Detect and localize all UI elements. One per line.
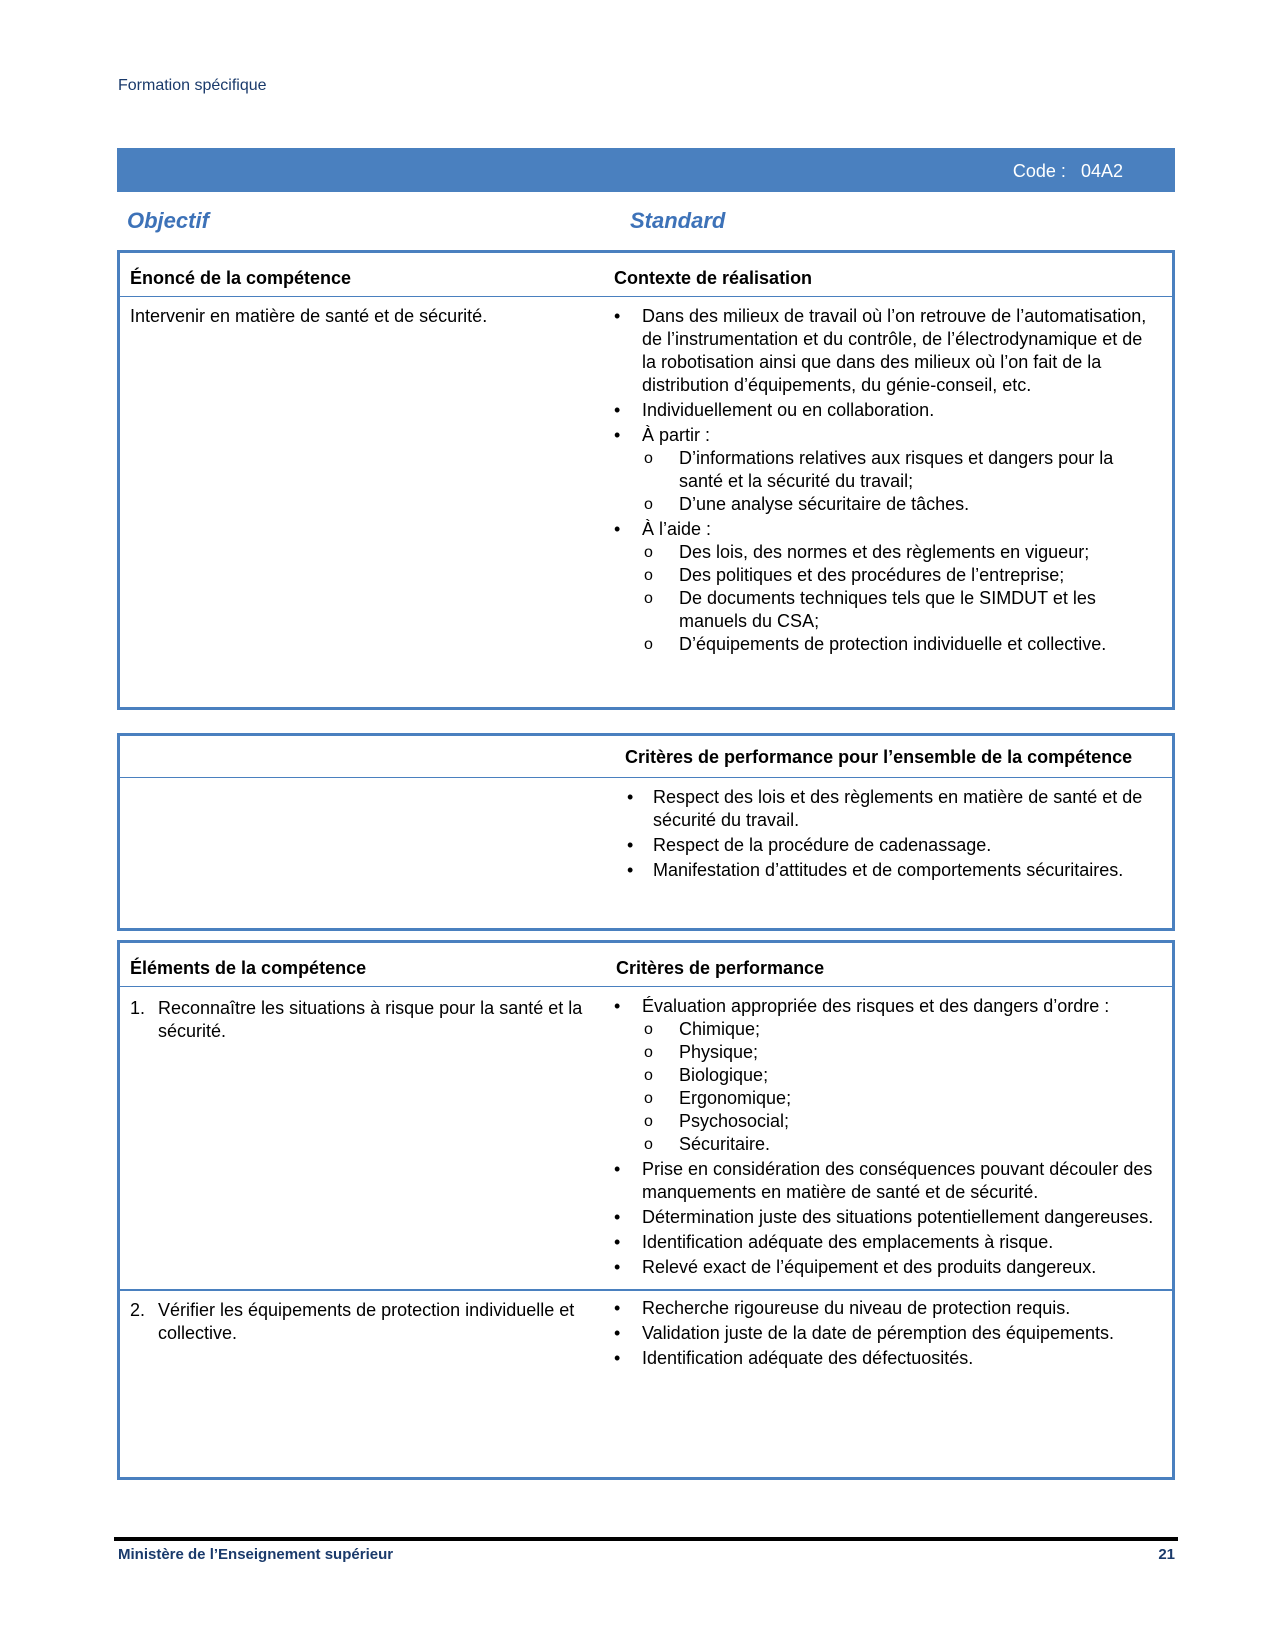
- sub-list-item: o Des lois, des normes et des règlements en vigueur;: [642, 541, 1160, 564]
- competence-statement: Intervenir en matière de santé et de sécurité.: [130, 306, 488, 326]
- list-item-label: Évaluation appropriée des risques et des dangers d’ordre :: [642, 996, 1110, 1016]
- table-header-row: [120, 736, 1172, 778]
- running-header: Formation spécifique: [118, 77, 267, 94]
- header-enonce: Énoncé de la compétence: [130, 268, 352, 288]
- element-list: [130, 1299, 604, 1345]
- header-criteria: Critères de performance: [616, 958, 825, 978]
- section-title-standard: Standard: [630, 208, 726, 233]
- header-elements: Éléments de la compétence: [130, 958, 367, 978]
- element-cell: [120, 1291, 612, 1380]
- sub-list-item: o D’une analyse sécuritaire de tâches.: [642, 493, 1160, 516]
- sub-list-item: o Physique;: [642, 1041, 1160, 1064]
- sub-list: [642, 447, 1160, 516]
- sub-list: [642, 541, 1160, 656]
- table-row: [120, 987, 1172, 1289]
- list-item: [612, 518, 1160, 656]
- table-header-row: [120, 253, 1172, 297]
- elements-table: [117, 940, 1175, 1480]
- competency-code: [1013, 160, 1123, 183]
- list-item: • Respect des lois et des règlements en matière de santé et de sécurité du travail.: [625, 786, 1160, 832]
- footer-ministry: Ministère de l’Enseignement supérieur: [118, 1546, 394, 1563]
- element-number: 2.: [130, 1300, 146, 1320]
- list-item: • Prise en considération des conséquences pouvant découler des manquements en matière de santé et de sécurité.: [612, 1158, 1160, 1204]
- table-header-row: [120, 943, 1172, 987]
- criteria-cell: [612, 987, 1172, 1289]
- context-list-cell: [612, 297, 1172, 666]
- code-label: Code :: [1012, 161, 1066, 181]
- sub-list-item: o Psychosocial;: [642, 1110, 1160, 1133]
- element-text: Reconnaître les situations à risque pour la santé et la sécurité.: [158, 998, 583, 1041]
- global-criteria-list: [625, 786, 1160, 882]
- list-item: • Recherche rigoureuse du niveau de protection requis.: [612, 1297, 1160, 1320]
- criteria-list: [612, 1297, 1160, 1370]
- sub-list: [642, 1018, 1160, 1156]
- list-item: • Respect de la procédure de cadenassage.: [625, 834, 1160, 857]
- sub-list-item: o Ergonomique;: [642, 1087, 1160, 1110]
- list-item: • Manifestation d’attitudes et de comportements sécuritaires.: [625, 859, 1160, 882]
- criteria-cell: [612, 1291, 1172, 1380]
- sub-list-item: o Des politiques et des procédures de l’entreprise;: [642, 564, 1160, 587]
- code-bar: [117, 148, 1175, 192]
- element-cell: [120, 987, 612, 1289]
- footer-divider: [114, 1537, 1178, 1541]
- table-row: [120, 778, 1172, 892]
- list-item: • Détermination juste des situations potentiellement dangereuses.: [612, 1206, 1160, 1229]
- page-number: 21: [1158, 1546, 1175, 1563]
- list-item: [612, 424, 1160, 516]
- element-number: 1.: [130, 998, 146, 1018]
- sub-list-item: o Biologique;: [642, 1064, 1160, 1087]
- code-value: 04A2: [1080, 161, 1123, 181]
- global-criteria-table: [117, 733, 1175, 931]
- table-row: [120, 1289, 1172, 1380]
- header-global-criteria: Critères de performance pour l’ensemble de la compétence: [625, 747, 1133, 767]
- competence-table: [117, 250, 1175, 710]
- element-text: Vérifier les équipements de protection individuelle et collective.: [158, 1300, 575, 1343]
- element-item: [130, 1299, 604, 1345]
- element-list: [130, 997, 604, 1043]
- sub-list-item: o D’équipements de protection individuelle et collective.: [642, 633, 1160, 656]
- empty-cell: [120, 778, 625, 892]
- list-item: • Identification adéquate des défectuosités.: [612, 1347, 1160, 1370]
- list-item-label: À l’aide :: [642, 519, 712, 539]
- context-list: [612, 305, 1160, 656]
- criteria-list: [612, 995, 1160, 1279]
- table-row: [120, 297, 1172, 666]
- element-item: [130, 997, 604, 1043]
- list-item: • Individuellement ou en collaboration.: [612, 399, 1160, 422]
- list-item: • Relevé exact de l’équipement et des produits dangereux.: [612, 1256, 1160, 1279]
- section-title-objectif: Objectif: [127, 208, 209, 233]
- list-item: [612, 995, 1160, 1156]
- list-item: • Dans des milieux de travail où l’on retrouve de l’automatisation, de l’instrumentation et du contrôle, de l’électrodynamique et de la robotisation ainsi que dans des milieux où l’on fait de la distribution d’équipements, du génie-conseil, etc.: [612, 305, 1160, 397]
- empty-cell: [120, 736, 625, 777]
- sub-list-item: o Chimique;: [642, 1018, 1160, 1041]
- list-item: • Validation juste de la date de péremption des équipements.: [612, 1322, 1160, 1345]
- header-contexte: Contexte de réalisation: [614, 268, 813, 288]
- sub-list-item: o D’informations relatives aux risques et dangers pour la santé et la sécurité du travail;: [642, 447, 1160, 493]
- global-criteria-cell: [625, 778, 1172, 892]
- list-item: • Identification adéquate des emplacements à risque.: [612, 1231, 1160, 1254]
- sub-list-item: o Sécuritaire.: [642, 1133, 1160, 1156]
- list-item-label: À partir :: [642, 425, 711, 445]
- sub-list-item: o De documents techniques tels que le SIMDUT et les manuels du CSA;: [642, 587, 1160, 633]
